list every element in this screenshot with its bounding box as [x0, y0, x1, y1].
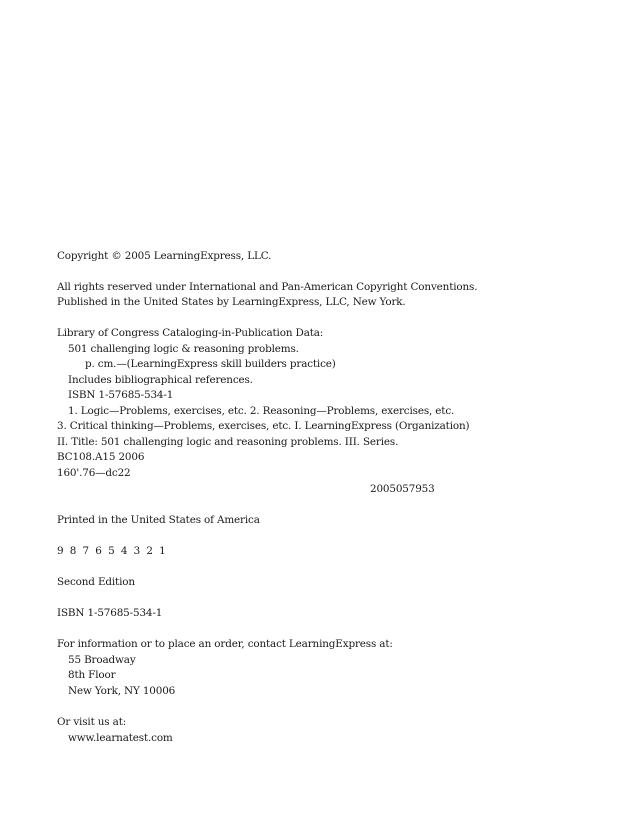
copyright-notice: Copyright © 2005 LearningExpress, LLC. [57, 250, 272, 262]
cip-heading: Library of Congress Cataloging-in-Publication Data: [57, 327, 324, 339]
contact-intro: For information or to place an order, contact LearningExpress at: [57, 638, 393, 650]
rights-statement: All rights reserved under International and Pan-American Copyright Conventions. [57, 281, 478, 293]
cip-bibliography-note: Includes bibliographical references. [68, 374, 253, 386]
cip-lccn: 2005057953 [370, 483, 435, 495]
printed-in: Printed in the United States of America [57, 514, 260, 526]
publisher-statement: Published in the United States by LearningExpress, LLC, New York. [57, 296, 406, 308]
cip-title: 501 challenging logic & reasoning problems. [68, 343, 299, 355]
cip-lc-classification: BC108.A15 2006 [57, 451, 145, 463]
cip-dewey-number: 160'.76—dc22 [57, 467, 131, 479]
print-line: 9 8 7 6 5 4 3 2 1 [57, 545, 166, 557]
cip-isbn: ISBN 1-57685-534-1 [68, 389, 174, 401]
isbn-line: ISBN 1-57685-534-1 [57, 607, 163, 619]
cip-subjects-3: II. Title: 501 challenging logic and reasoning problems. III. Series. [57, 436, 399, 448]
contact-address-city: New York, NY 10006 [68, 685, 176, 697]
contact-address-floor: 8th Floor [68, 669, 116, 681]
web-intro: Or visit us at: [57, 716, 127, 728]
cip-series-note: p. cm.—(LearningExpress skill builders practice) [85, 358, 336, 370]
website-link[interactable]: www.learnatest.com [68, 732, 173, 744]
cip-subjects-2: 3. Critical thinking—Problems, exercises, etc. I. LearningExpress (Organization) [57, 420, 470, 432]
contact-address-street: 55 Broadway [68, 654, 136, 666]
cip-subjects-1: 1. Logic—Problems, exercises, etc. 2. Reasoning—Problems, exercises, etc. [68, 405, 455, 417]
edition: Second Edition [57, 576, 135, 588]
